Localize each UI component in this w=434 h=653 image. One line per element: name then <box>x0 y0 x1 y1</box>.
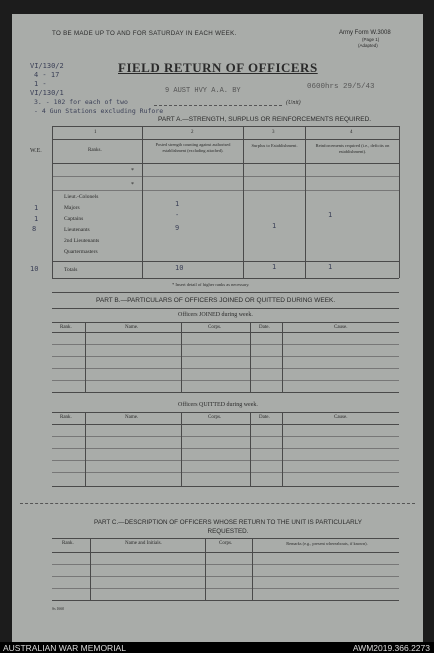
col-header-cause: Cause. <box>334 415 348 420</box>
hand-note: 4 - 17 <box>34 71 60 79</box>
col-number: 1 <box>94 130 97 135</box>
posted-total: 10 <box>175 264 184 272</box>
rank-label: Lieutenants <box>64 227 90 233</box>
rank-label: Captains <box>64 216 84 222</box>
col-header-cause: Cause. <box>334 325 348 330</box>
posted-value: - <box>175 211 180 219</box>
page-title: FIELD RETURN OF OFFICERS <box>118 60 318 75</box>
col-number: 3 <box>272 130 275 135</box>
archive-footer <box>0 642 434 653</box>
hand-note: VI/130/1 <box>30 89 64 97</box>
footnote: * Insert detail of higher ranks as necessary. <box>172 282 250 287</box>
surplus-total: 1 <box>272 263 277 271</box>
we-value: 1 <box>34 204 39 212</box>
col-header-name-initials: Name and Initials. <box>125 541 162 546</box>
hand-note: - 4 Gun Stations excluding Rufore <box>34 107 164 115</box>
col-header-reinforcements: Reinforcements required (i.e., deficits on establishment). <box>315 143 390 154</box>
col-number: 2 <box>191 130 194 135</box>
col-header-date: Date. <box>259 325 270 330</box>
star-row: * <box>131 168 134 174</box>
rank-label: Lieut.-Colonels <box>64 194 99 200</box>
hand-note: 3. - 102 for each of two <box>34 98 128 106</box>
surplus-value: 1 <box>272 222 277 230</box>
col-header-ranks: Ranks. <box>88 148 102 153</box>
form-number: Army Form W.3008 <box>339 30 391 36</box>
col-header-remarks: Remarks (e.g., present whereabouts, if known). <box>286 541 368 546</box>
col-header-rank: Rank. <box>60 325 72 330</box>
reinforcements-total: 1 <box>328 263 333 271</box>
time-date: 0600hrs 29/5/43 <box>307 83 375 91</box>
we-total: 10 <box>30 265 39 273</box>
col-header-rank: Rank. <box>60 415 72 420</box>
posted-value: 1 <box>175 200 180 208</box>
col-header-corps: Corps. <box>219 541 233 546</box>
unit-name: 9 AUST HVY A.A. BY <box>165 87 241 95</box>
reinforcements-value: 1 <box>328 211 333 219</box>
hand-note: VI/130/2 <box>30 62 64 70</box>
col-header-posted: Posted strength counting against authorised establishment (excluding attached). <box>155 142 231 153</box>
hand-note: 1 - <box>34 80 47 88</box>
rank-label: Majors <box>64 205 80 211</box>
totals-label: Totals <box>64 267 78 273</box>
posted-value: 9 <box>175 224 180 232</box>
col-header-surplus: Surplus to Establishment. <box>251 143 298 148</box>
form-page: (Page 1) <box>362 37 380 42</box>
col-number: 4 <box>350 130 353 135</box>
col-header-corps: Corps. <box>208 325 222 330</box>
we-value: 1 <box>34 215 39 223</box>
footer-accession-number: AWM2019.366.2273 <box>352 643 430 653</box>
col-header-rank: Rank. <box>62 541 74 546</box>
footer-institution: AUSTRALIAN WAR MEMORIAL <box>3 643 126 653</box>
col-header-date: Date. <box>259 415 270 420</box>
joined-label: Officers JOINED during week. <box>178 312 253 318</box>
col-header-name: Name. <box>125 325 139 330</box>
star-row: * <box>131 182 134 188</box>
part-a-title: PART A.—STRENGTH, SURPLUS OR REINFORCEMENTS REQUIRED. <box>158 116 372 123</box>
rank-label: Quartermasters <box>64 249 98 255</box>
we-value: 8 <box>32 225 37 233</box>
part-b-title: PART B.—PARTICULARS OF OFFICERS JOINED OR QUITTED DURING WEEK. <box>96 297 336 304</box>
unit-label: (Unit) <box>286 100 301 106</box>
col-header-corps: Corps. <box>208 415 222 420</box>
print-code: Ss 1660 <box>52 607 65 611</box>
quitted-label: Officers QUITTED during week. <box>178 402 258 408</box>
form-adapted: (Adapted) <box>358 43 378 48</box>
we-label: W.E. <box>30 148 42 154</box>
part-c-title: PART C.—DESCRIPTION OF OFFICERS WHOSE RETURN TO THE UNIT IS PARTICULARLY REQUESTED. <box>94 519 362 535</box>
form-instruction: TO BE MADE UP TO AND FOR SATURDAY IN EACH WEEK. <box>52 30 237 37</box>
rank-label: 2nd Lieutenants <box>64 238 100 244</box>
col-header-name: Name. <box>125 415 139 420</box>
